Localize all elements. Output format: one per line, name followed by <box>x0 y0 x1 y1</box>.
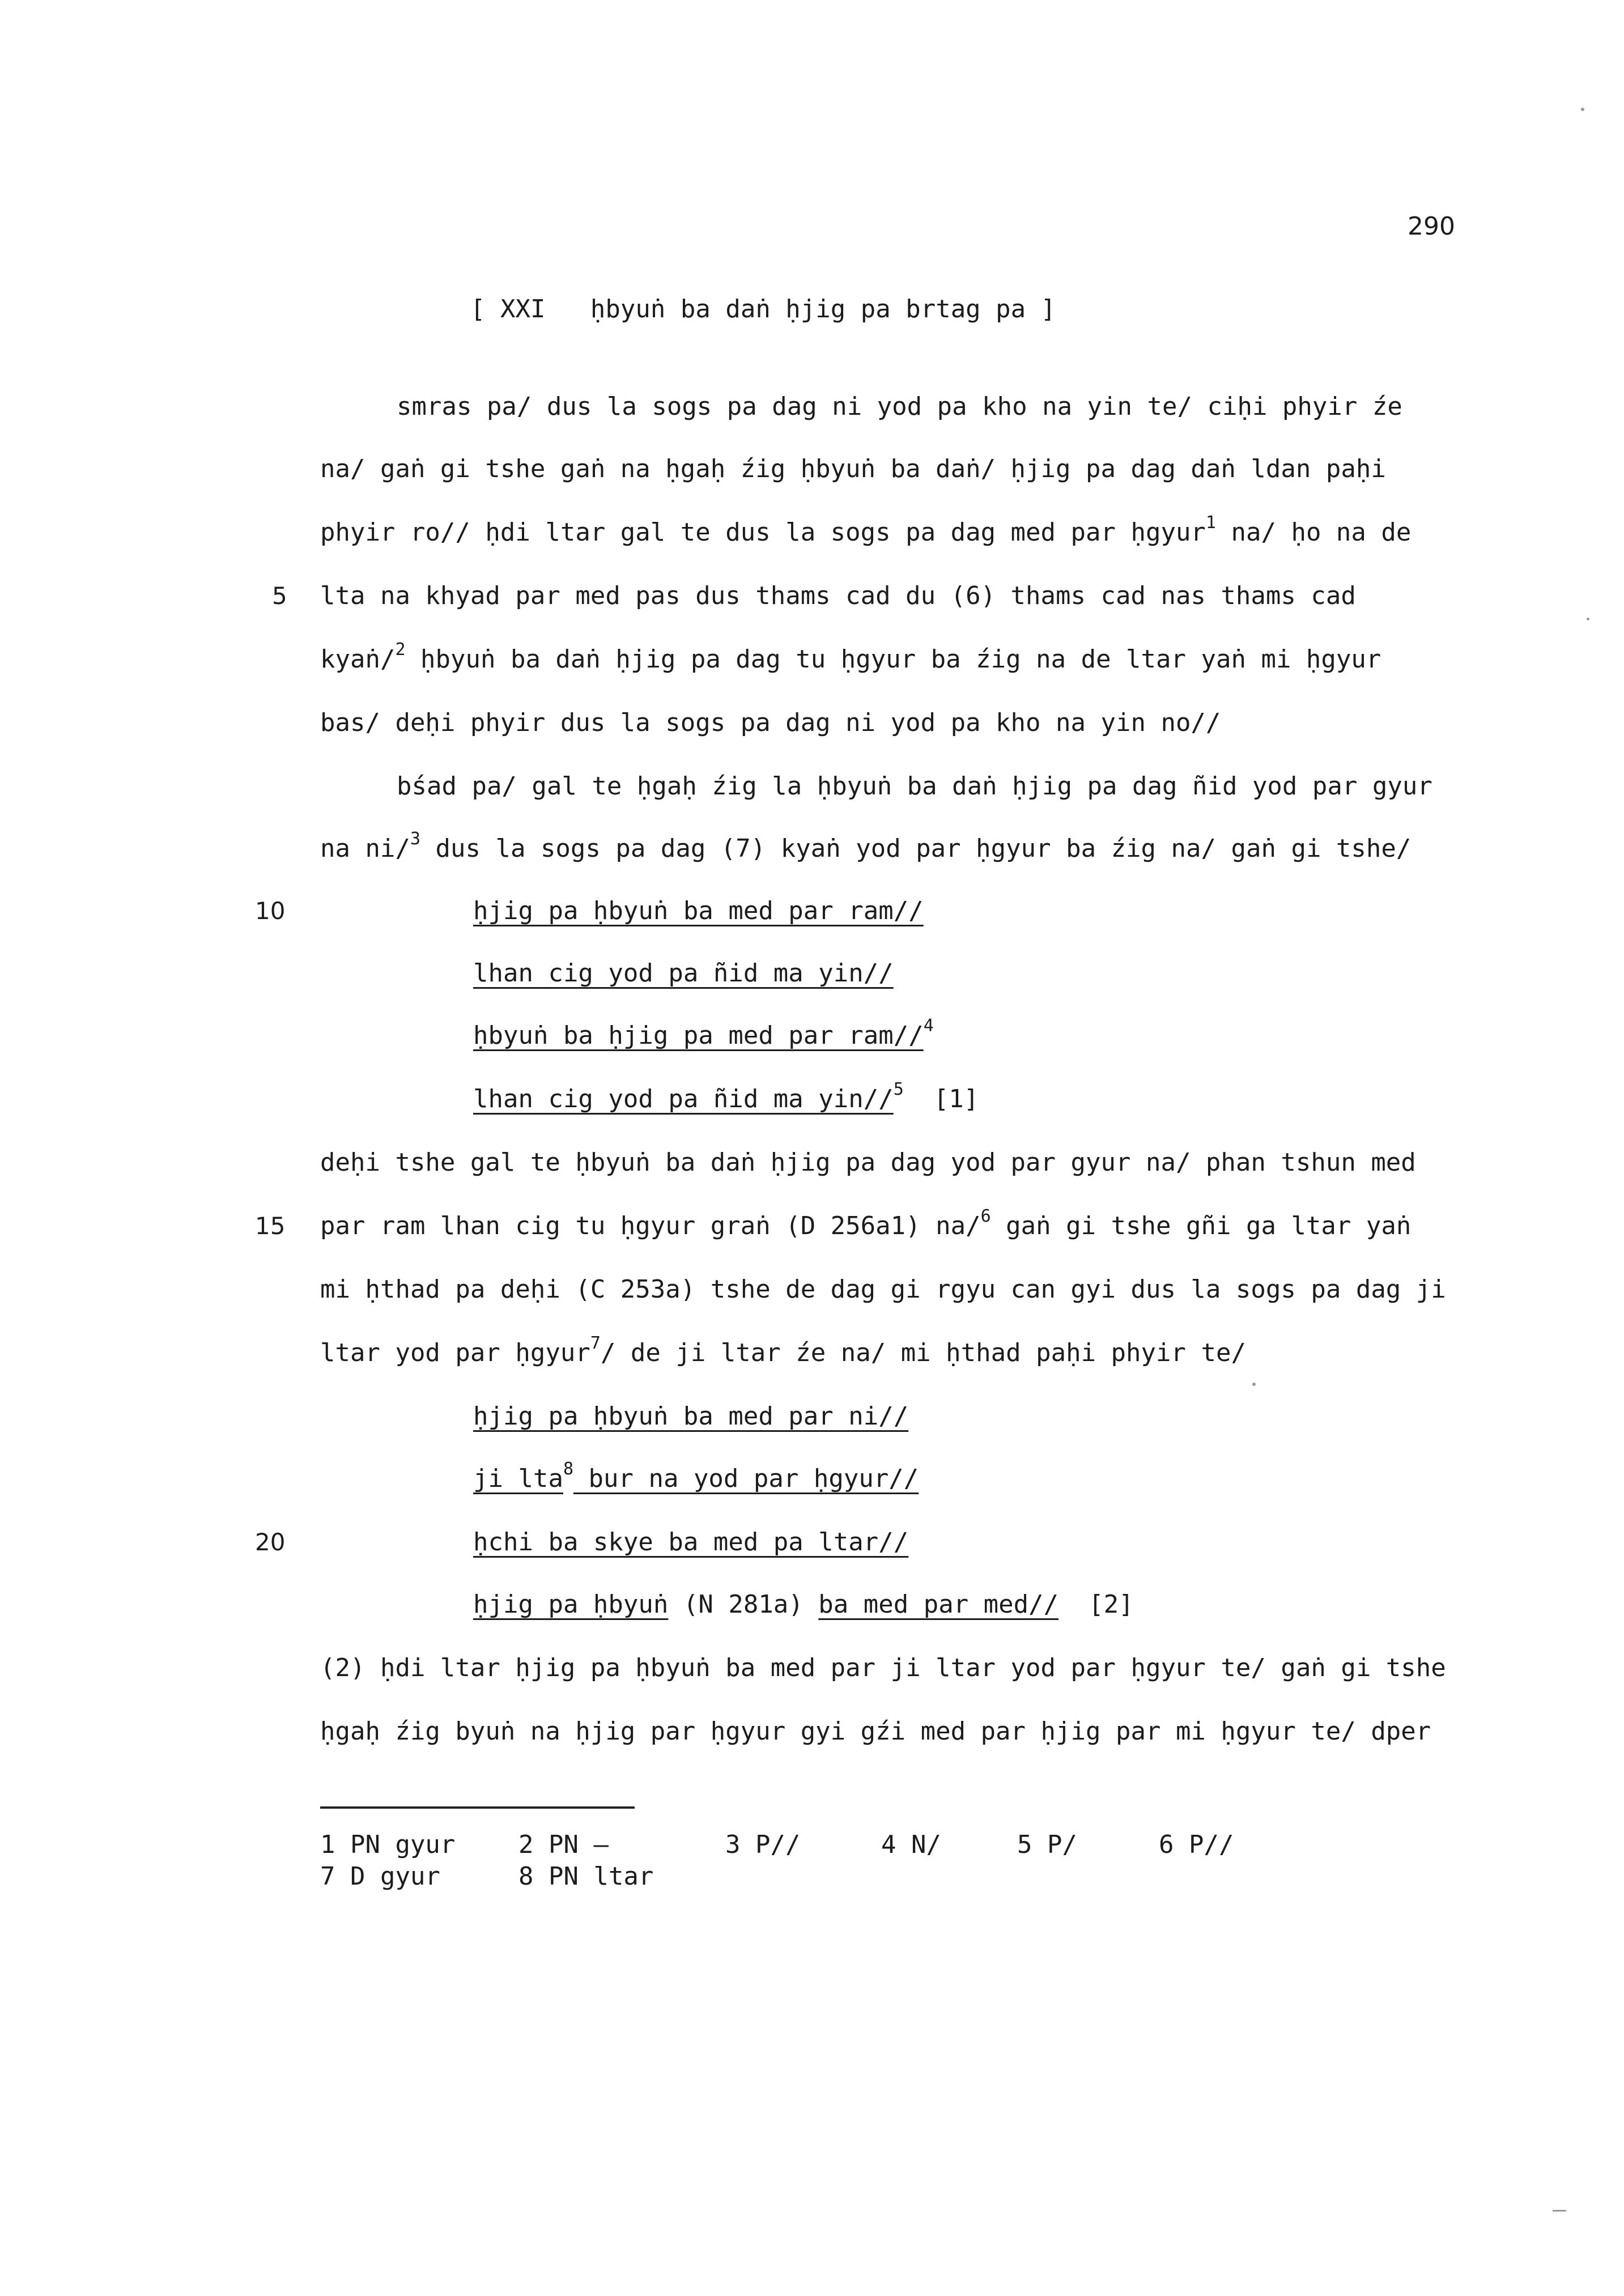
footnote: 3 P// <box>725 1830 801 1859</box>
verse-line: ḥjig pa ḥbyuṅ ba med par ram// <box>473 896 924 925</box>
chapter-heading: [ XXI ḥbyuṅ ba daṅ ḥjig pa brtag pa ] <box>470 295 1056 324</box>
text-line: phyir ro// ḥdi ltar gal te dus la sogs pa dag med par ḥgyur$^1$ na/ ḥo na de <box>320 513 1412 547</box>
text-line: bśad pa/ gal te ḥgaḥ źig la ḥbyuṅ ba daṅ ḥjig pa dag ñid yod par gyur <box>397 772 1432 801</box>
footnote-ref: 2 <box>395 640 406 660</box>
scan-speck <box>1553 2210 1566 2212</box>
footnote: 7 D gyur <box>320 1862 440 1891</box>
footnote: 6 P// <box>1159 1830 1234 1859</box>
text-line: na/ gaṅ gi tshe gaṅ na ḥgaḥ źig ḥbyuṅ ba daṅ/ ḥjig pa dag daṅ ldan paḥi <box>320 454 1386 483</box>
text-line: kyaṅ/$^2$ ḥbyuṅ ba daṅ ḥjig pa dag tu ḥgyur ba źig na de ltar yaṅ mi ḥgyur <box>320 640 1381 674</box>
text-line: mi ḥthad pa deḥi (C 253a) tshe de dag gi rgyu can gyi dus la sogs pa dag ji <box>320 1275 1446 1304</box>
footnote-ref: 8 <box>563 1459 574 1479</box>
text-line: (2) ḥdi ltar ḥjig pa ḥbyuṅ ba med par ji ltar yod par ḥgyur te/ gaṅ gi tshe <box>320 1653 1446 1682</box>
footnote: 4 N/ <box>881 1830 941 1859</box>
verse-line: lhan cig yod pa ñid ma yin// <box>473 959 894 988</box>
line-number: 20 <box>255 1528 286 1556</box>
footnote-ref: 1 <box>1205 513 1216 533</box>
text-line: na ni/$^3$ dus la sogs pa dag (7) kyaṅ yod par ḥgyur ba źig na/ gaṅ gi tshe/ <box>320 829 1412 863</box>
verse-number: [2] <box>1058 1590 1134 1619</box>
scan-speck <box>1581 108 1584 111</box>
verse-line: ḥbyuṅ ba ḥjig pa med par ram//$^4$ <box>473 1016 934 1050</box>
text-line: ḥgaḥ źig byuṅ na ḥjig par ḥgyur gyi gźi med par ḥjig par mi ḥgyur te/ dper <box>320 1717 1431 1746</box>
text-line: ltar yod par ḥgyur$^7$/ de ji ltar źe na/ mi ḥthad paḥi phyir te/ <box>320 1333 1246 1367</box>
text-line: smras pa/ dus la sogs pa dag ni yod pa kho na yin te/ ciḥi phyir źe <box>397 392 1402 421</box>
line-number: 5 <box>272 582 287 610</box>
footnote-rule <box>320 1806 635 1809</box>
scan-speck <box>1587 618 1589 620</box>
text-line: par ram lhan cig tu ḥgyur graṅ (D 256a1) na/$^6$ gaṅ gi tshe gñi ga ltar yaṅ <box>320 1206 1412 1240</box>
page-number: 290 <box>1408 212 1455 241</box>
scan-speck <box>1252 1383 1256 1386</box>
footnote-ref: 7 <box>590 1333 601 1353</box>
footnote: 8 PN ltar <box>518 1862 654 1891</box>
verse-line: ji lta$^8$ bur na yod par ḥgyur// <box>473 1459 919 1493</box>
footnote: 2 PN — <box>518 1830 609 1859</box>
footnote-ref: 4 <box>923 1016 934 1036</box>
verse-number: [1] <box>903 1085 979 1113</box>
verse-line: ḥjig pa ḥbyuṅ ba med par ni// <box>473 1402 909 1431</box>
line-number: 10 <box>255 897 286 925</box>
footnote-ref: 3 <box>410 829 421 849</box>
footnote: 1 PN gyur <box>320 1830 456 1859</box>
footnote: 5 P/ <box>1017 1830 1077 1859</box>
verse-line: ḥchi ba skye ba med pa ltar// <box>473 1528 909 1557</box>
footnote-ref: 5 <box>893 1079 904 1099</box>
text-line: deḥi tshe gal te ḥbyuṅ ba daṅ ḥjig pa dag yod par gyur na/ phan tshun med <box>320 1148 1416 1177</box>
footnote-ref: 6 <box>980 1206 991 1226</box>
line-number: 15 <box>255 1212 286 1240</box>
text-line: lta na khyad par med pas dus thams cad du (6) thams cad nas thams cad <box>320 581 1356 610</box>
verse-line: lhan cig yod pa ñid ma yin//$^5$ [1] <box>473 1079 979 1113</box>
verse-line: ḥjig pa ḥbyuṅ (N 281a) ba med par med// [2] <box>473 1590 1134 1619</box>
text-line: bas/ deḥi phyir dus la sogs pa dag ni yod pa kho na yin no// <box>320 708 1221 737</box>
